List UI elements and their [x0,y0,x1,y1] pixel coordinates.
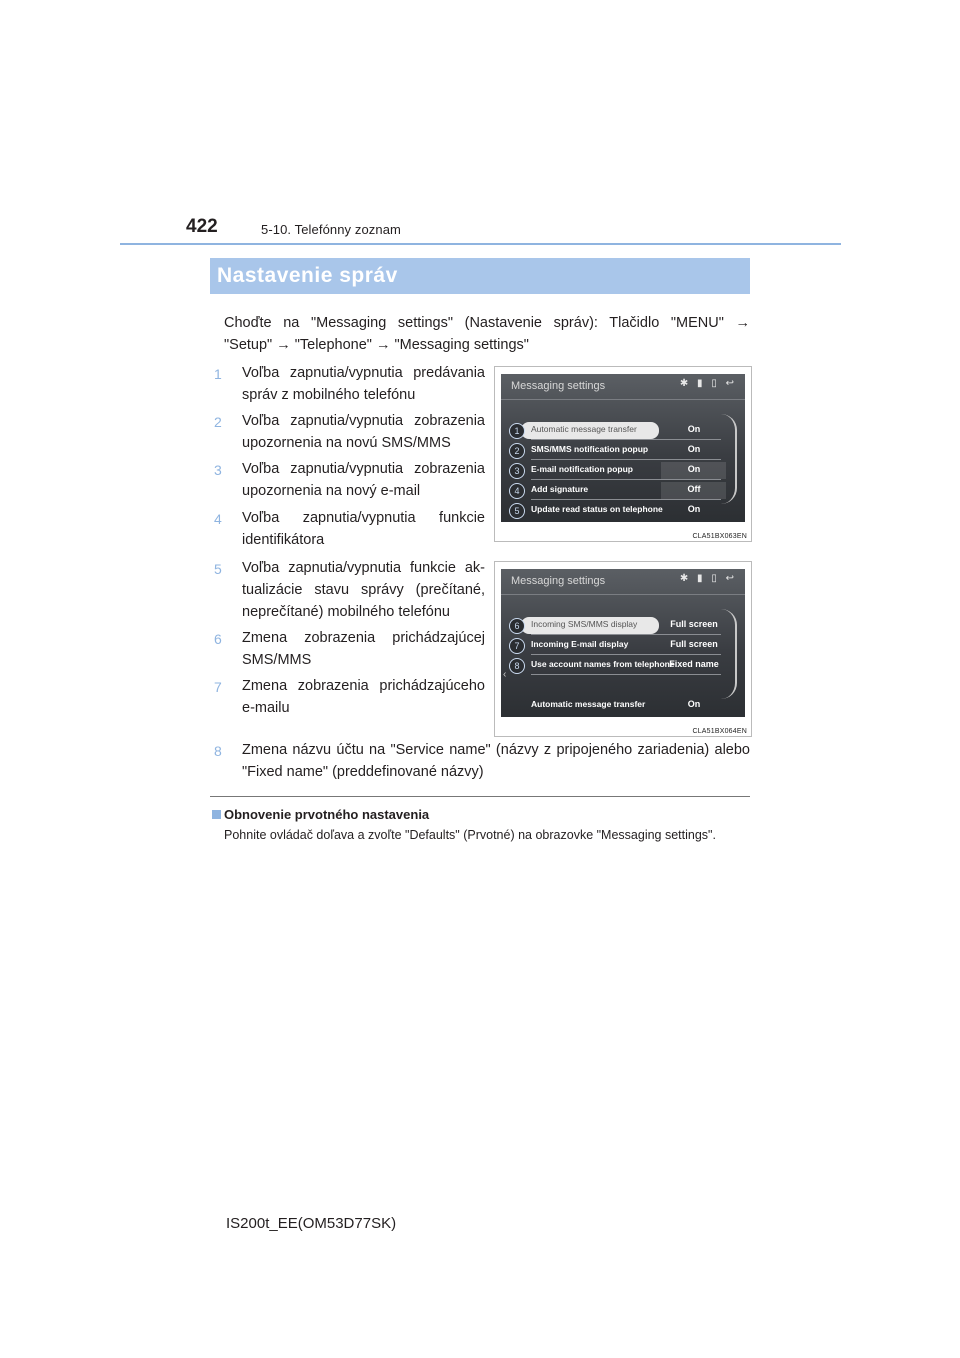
row-underline [531,439,721,440]
chevron-left-icon: ‹ [503,669,507,680]
callout-badge: 7 [509,638,525,654]
setting-label: Automatic message transfer [531,699,646,709]
setting-row [514,462,726,480]
status-icons: ✱ ▮ ▯ ↩ [679,573,737,584]
setting-row [514,422,726,440]
setting-row [521,697,726,715]
chapter-title: 5-10. Telefónny zoznam [261,222,401,237]
setting-value: On [687,424,701,434]
intro-paragraph [224,312,750,356]
callout-badge: 2 [509,443,525,459]
setting-label: E-mail notification popup [531,464,633,474]
setting-value: Fixed name [669,659,719,669]
item-number: 3 [214,462,222,478]
row-underline [531,634,721,635]
header-rule [120,243,841,245]
messaging-settings-screenshot-1 [494,366,752,542]
item-number: 5 [214,561,222,577]
row-underline [531,499,721,500]
callout-badge: 4 [509,483,525,499]
section-divider [210,796,750,797]
item-text: Voľba zapnutia/vypnutia predávania správ z mobilného telefónu [242,365,485,403]
item-number: 7 [214,679,222,695]
setting-row [514,637,726,655]
item-text: Voľba zapnutia/vypnutia zobrazenia upozornenia na novú SMS/MMS [242,413,485,451]
row-underline [531,654,721,655]
list-item [214,675,485,719]
screen-display [501,569,745,717]
setting-label: Use account names from telephone [531,659,675,669]
intro-line-2: "Setup" → "Telephone" → "Messaging settings" [224,337,529,353]
setting-label: Incoming E-mail display [531,639,629,649]
image-code: CLA51BX064EN [692,728,747,735]
setting-value: Full screen [670,639,718,649]
item-text: Voľba zapnutia/vypnutia funkcie identifikátora [242,510,485,548]
setting-label: Update read status on telephone [531,504,663,514]
divider [501,399,745,400]
list-item [214,557,485,623]
callout-badge: 8 [509,658,525,674]
item-text: Zmena zobrazenia prichádzajúcej SMS/MMS [242,630,485,668]
screen-title: Messaging settings [511,575,606,587]
setting-value: On [687,504,701,514]
setting-row [514,482,726,500]
setting-label: Incoming SMS/MMS display [531,619,638,629]
item-number: 6 [214,631,222,647]
section-title: Nastavenie správ [217,264,398,287]
item-number: 8 [214,743,222,759]
setting-value: Off [687,484,701,494]
item-number: 4 [214,511,222,527]
screen-display [501,374,745,522]
list-item [214,410,485,454]
setting-label: SMS/MMS notification popup [531,444,649,454]
note-text: Pohnite ovládač doľava a zvoľte "Defaults" (Prvotné) na obrazovke "Messaging settings". [224,828,716,842]
row-underline [531,674,721,675]
setting-value: On [687,444,701,454]
setting-row [514,502,726,520]
list-item [214,458,485,502]
intro-line-1: Choďte na "Messaging settings" (Nastavenie správ): Tlačidlo "MENU" → [224,315,750,331]
scroll-arc [721,414,737,504]
item-number: 1 [214,366,222,382]
screen-title: Messaging settings [511,380,606,392]
list-item [214,362,485,406]
scroll-arc [721,609,737,699]
setting-row [514,442,726,460]
list-item [214,627,485,671]
image-code: CLA51BX063EN [692,533,747,540]
callout-badge: 6 [509,618,525,634]
item-text: Zmena názvu účtu na "Service name" (názvy z pripojeného zariadenia) alebo "Fixed name" (preddefinované názvy) [242,742,750,780]
callout-badge: 3 [509,463,525,479]
row-underline [531,459,721,460]
setting-value: On [687,464,701,474]
setting-value: Full screen [670,619,718,629]
setting-label: Add signature [531,484,589,494]
item-text: Voľba zapnutia/vypnutia zobrazenia upozornenia na nový e-mail [242,461,485,499]
list-item [214,507,485,551]
square-bullet-icon [212,810,221,819]
item-number: 2 [214,414,222,430]
callout-badge: 1 [509,423,525,439]
setting-row [514,617,726,635]
divider [501,594,745,595]
page-number: 422 [186,216,218,237]
callout-badge: 5 [509,503,525,519]
note-title: Obnovenie prvotného nastavenia [224,807,430,822]
messaging-settings-screenshot-2 [494,561,752,737]
list-item [214,739,750,783]
status-icons: ✱ ▮ ▯ ↩ [679,378,737,389]
row-underline [531,479,721,480]
item-text: Zmena zobrazenia prichádzajúceho e-mailu [242,678,485,716]
setting-value: On [687,699,701,709]
setting-label: Automatic message transfer [531,424,637,434]
setting-row [514,657,726,675]
model-footer: IS200t_EE(OM53D77SK) [226,1215,397,1232]
item-text: Voľba zapnutia/vypnutia funkcie ak-tualizácie stavu správy (prečítané, neprečítané) mobilného telefónu [242,560,485,620]
